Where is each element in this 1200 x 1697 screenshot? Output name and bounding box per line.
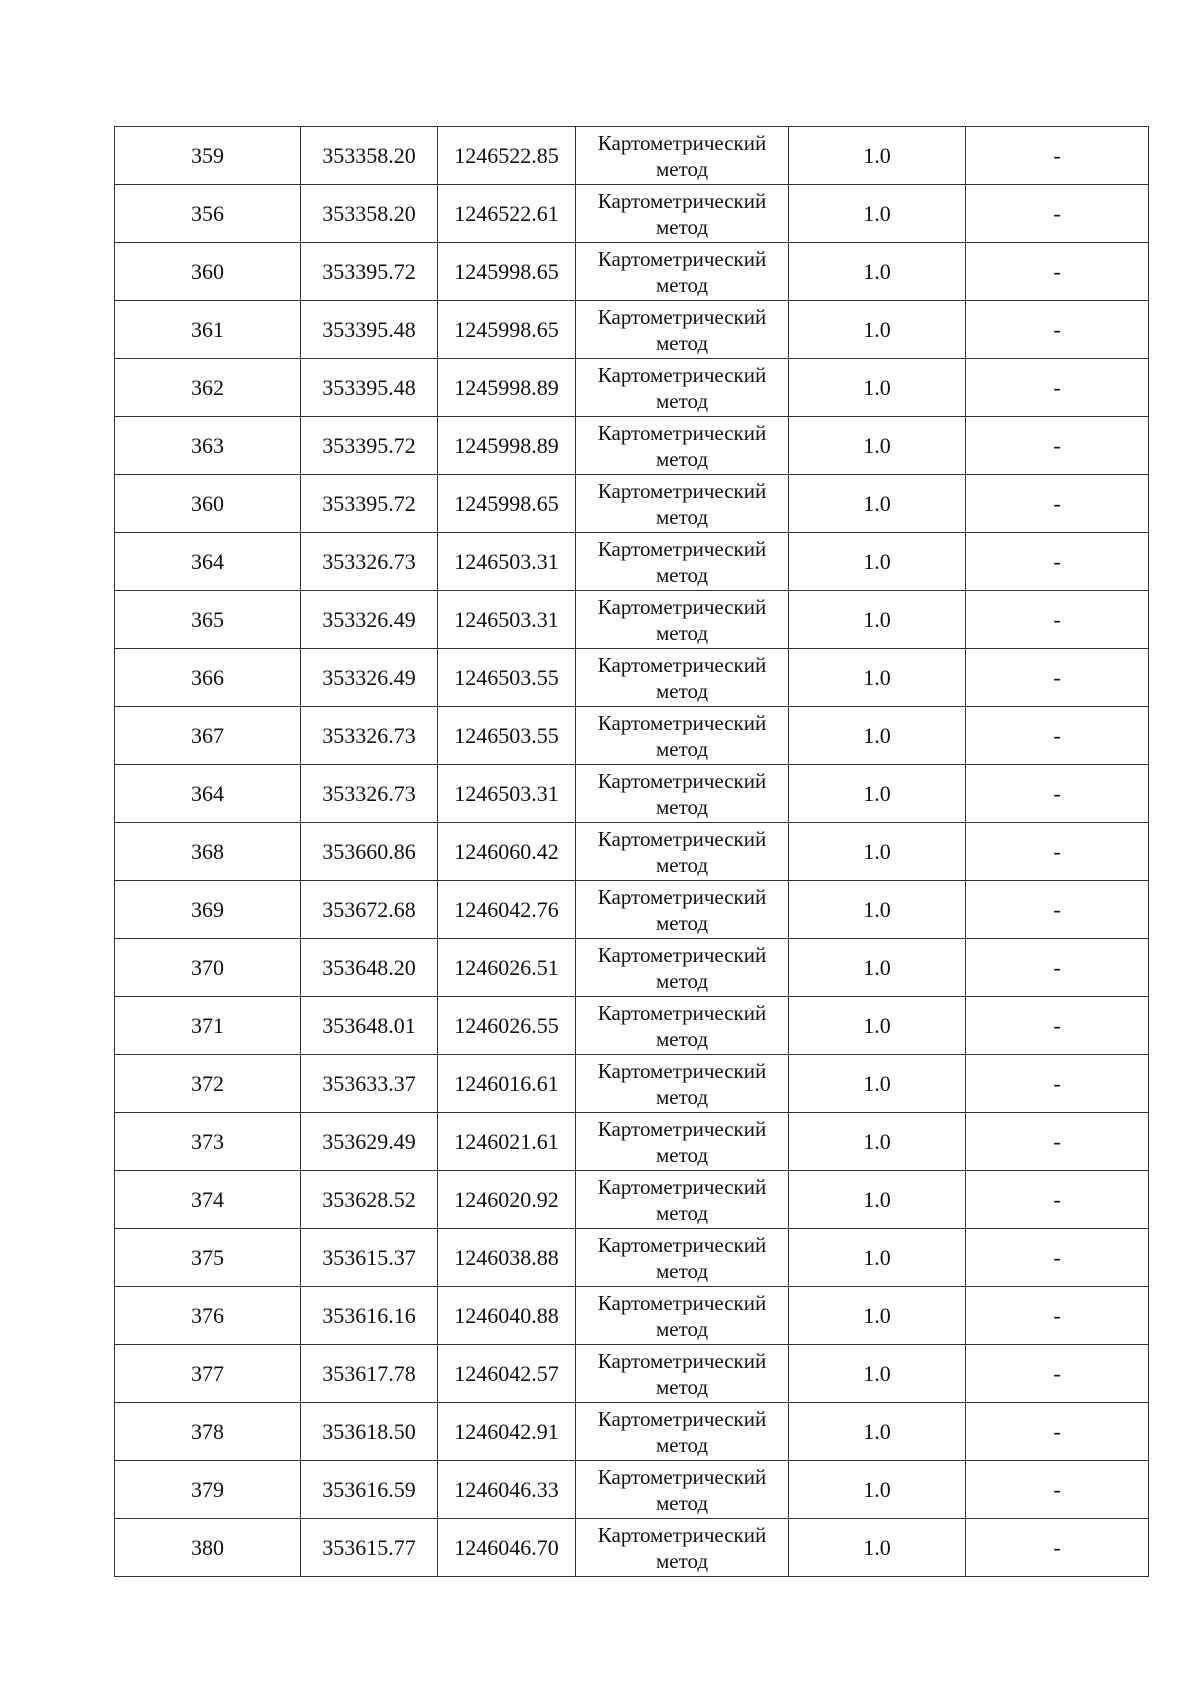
- method-text: метод: [655, 446, 709, 471]
- table-row: [115, 243, 1149, 301]
- note-cell: -: [966, 1171, 1149, 1229]
- method-cell: [576, 881, 789, 939]
- table-row: [115, 301, 1149, 359]
- coordinate-y-cell: 1246016.61: [438, 1055, 576, 1113]
- coordinate-y-cell: 1246503.31: [438, 591, 576, 649]
- accuracy-cell: 1.0: [789, 823, 966, 881]
- table-row: [115, 127, 1149, 185]
- coordinate-x-cell: 353618.50: [301, 1403, 438, 1461]
- method-text: метод: [655, 678, 709, 703]
- method-text: Картометрический: [597, 1406, 767, 1431]
- accuracy-cell: 1.0: [789, 1287, 966, 1345]
- method-text: метод: [655, 504, 709, 529]
- method-text: метод: [655, 1316, 709, 1341]
- accuracy-cell: 1.0: [789, 649, 966, 707]
- coordinate-y-cell: 1246503.31: [438, 765, 576, 823]
- accuracy-cell: 1.0: [789, 881, 966, 939]
- accuracy-cell: 1.0: [789, 591, 966, 649]
- coordinate-x-cell: 353358.20: [301, 127, 438, 185]
- method-text: метод: [655, 620, 709, 645]
- method-cell: [576, 417, 789, 475]
- method-cell: [576, 1461, 789, 1519]
- coordinate-y-cell: 1246042.57: [438, 1345, 576, 1403]
- note-cell: -: [966, 823, 1149, 881]
- coordinate-x-cell: 353616.59: [301, 1461, 438, 1519]
- note-cell: -: [966, 997, 1149, 1055]
- coordinate-x-cell: 353358.20: [301, 185, 438, 243]
- point-number-cell: 366: [115, 649, 301, 707]
- note-cell: -: [966, 1461, 1149, 1519]
- point-number-cell: 364: [115, 765, 301, 823]
- table-row: [115, 533, 1149, 591]
- coordinate-x-cell: 353326.49: [301, 649, 438, 707]
- accuracy-cell: 1.0: [789, 1055, 966, 1113]
- method-text: Картометрический: [597, 362, 767, 387]
- method-text: Картометрический: [597, 768, 767, 793]
- coordinate-x-cell: 353633.37: [301, 1055, 438, 1113]
- note-cell: -: [966, 127, 1149, 185]
- accuracy-cell: 1.0: [789, 301, 966, 359]
- table-row: [115, 765, 1149, 823]
- point-number-cell: 377: [115, 1345, 301, 1403]
- point-number-cell: 369: [115, 881, 301, 939]
- coordinate-y-cell: 1246503.55: [438, 649, 576, 707]
- method-cell: [576, 939, 789, 997]
- method-text: Картометрический: [597, 1232, 767, 1257]
- coordinate-x-cell: 353395.72: [301, 417, 438, 475]
- coordinate-y-cell: 1245998.65: [438, 301, 576, 359]
- note-cell: -: [966, 185, 1149, 243]
- accuracy-cell: 1.0: [789, 185, 966, 243]
- method-text: метод: [655, 562, 709, 587]
- method-cell: [576, 185, 789, 243]
- accuracy-cell: 1.0: [789, 1113, 966, 1171]
- method-text: метод: [655, 1084, 709, 1109]
- coordinate-x-cell: 353616.16: [301, 1287, 438, 1345]
- coordinate-y-cell: 1246522.61: [438, 185, 576, 243]
- accuracy-cell: 1.0: [789, 533, 966, 591]
- method-text: Картометрический: [597, 1290, 767, 1315]
- coordinate-x-cell: 353395.48: [301, 301, 438, 359]
- accuracy-cell: 1.0: [789, 1345, 966, 1403]
- table-row: [115, 1287, 1149, 1345]
- method-text: Картометрический: [597, 1116, 767, 1141]
- point-number-cell: 380: [115, 1519, 301, 1577]
- note-cell: -: [966, 707, 1149, 765]
- coordinate-x-cell: 353628.52: [301, 1171, 438, 1229]
- method-text: метод: [655, 1026, 709, 1051]
- method-text: Картометрический: [597, 1174, 767, 1199]
- method-text: Картометрический: [597, 942, 767, 967]
- point-number-cell: 360: [115, 475, 301, 533]
- accuracy-cell: 1.0: [789, 765, 966, 823]
- method-text: метод: [655, 156, 709, 181]
- method-text: Картометрический: [597, 1522, 767, 1547]
- coordinate-y-cell: 1246026.55: [438, 997, 576, 1055]
- point-number-cell: 370: [115, 939, 301, 997]
- table-row: [115, 591, 1149, 649]
- method-cell: [576, 243, 789, 301]
- method-cell: [576, 475, 789, 533]
- method-text: метод: [655, 1200, 709, 1225]
- method-text: метод: [655, 330, 709, 355]
- coordinate-y-cell: 1246046.70: [438, 1519, 576, 1577]
- note-cell: -: [966, 1229, 1149, 1287]
- table-row: [115, 417, 1149, 475]
- method-cell: [576, 1287, 789, 1345]
- coordinate-y-cell: 1245998.65: [438, 243, 576, 301]
- coordinates-table-body: [115, 127, 1149, 1577]
- coordinate-x-cell: 353395.48: [301, 359, 438, 417]
- point-number-cell: 374: [115, 1171, 301, 1229]
- point-number-cell: 379: [115, 1461, 301, 1519]
- table-row: [115, 1519, 1149, 1577]
- note-cell: -: [966, 765, 1149, 823]
- coordinate-y-cell: 1246026.51: [438, 939, 576, 997]
- coordinate-y-cell: 1246042.76: [438, 881, 576, 939]
- table-row: [115, 1403, 1149, 1461]
- method-text: метод: [655, 910, 709, 935]
- point-number-cell: 372: [115, 1055, 301, 1113]
- note-cell: -: [966, 1345, 1149, 1403]
- method-text: метод: [655, 272, 709, 297]
- method-cell: [576, 1345, 789, 1403]
- method-text: Картометрический: [597, 536, 767, 561]
- table-row: [115, 185, 1149, 243]
- table-row: [115, 707, 1149, 765]
- coordinate-y-cell: 1246020.92: [438, 1171, 576, 1229]
- method-cell: [576, 1519, 789, 1577]
- coordinate-y-cell: 1246040.88: [438, 1287, 576, 1345]
- coordinate-y-cell: 1246503.55: [438, 707, 576, 765]
- table-row: [115, 1171, 1149, 1229]
- point-number-cell: 373: [115, 1113, 301, 1171]
- accuracy-cell: 1.0: [789, 359, 966, 417]
- table-row: [115, 359, 1149, 417]
- coordinate-y-cell: 1246042.91: [438, 1403, 576, 1461]
- accuracy-cell: 1.0: [789, 243, 966, 301]
- point-number-cell: 376: [115, 1287, 301, 1345]
- note-cell: -: [966, 1287, 1149, 1345]
- table-row: [115, 1113, 1149, 1171]
- method-cell: [576, 301, 789, 359]
- point-number-cell: 368: [115, 823, 301, 881]
- coordinate-y-cell: 1245998.89: [438, 359, 576, 417]
- coordinate-x-cell: 353629.49: [301, 1113, 438, 1171]
- method-text: метод: [655, 1258, 709, 1283]
- coordinate-y-cell: 1246522.85: [438, 127, 576, 185]
- note-cell: -: [966, 475, 1149, 533]
- coordinate-x-cell: 353648.20: [301, 939, 438, 997]
- accuracy-cell: 1.0: [789, 1229, 966, 1287]
- method-cell: [576, 823, 789, 881]
- method-cell: [576, 997, 789, 1055]
- table-row: [115, 1055, 1149, 1113]
- method-cell: [576, 1403, 789, 1461]
- table-row: [115, 823, 1149, 881]
- method-text: Картометрический: [597, 1464, 767, 1489]
- method-text: Картометрический: [597, 478, 767, 503]
- point-number-cell: 367: [115, 707, 301, 765]
- accuracy-cell: 1.0: [789, 417, 966, 475]
- accuracy-cell: 1.0: [789, 997, 966, 1055]
- method-cell: [576, 127, 789, 185]
- coordinate-y-cell: 1246021.61: [438, 1113, 576, 1171]
- note-cell: -: [966, 1055, 1149, 1113]
- note-cell: -: [966, 417, 1149, 475]
- method-text: Картометрический: [597, 420, 767, 445]
- method-text: метод: [655, 852, 709, 877]
- point-number-cell: 362: [115, 359, 301, 417]
- note-cell: -: [966, 243, 1149, 301]
- method-text: метод: [655, 1142, 709, 1167]
- table-row: [115, 475, 1149, 533]
- coordinate-x-cell: 353326.49: [301, 591, 438, 649]
- accuracy-cell: 1.0: [789, 1403, 966, 1461]
- method-text: Картометрический: [597, 1000, 767, 1025]
- note-cell: -: [966, 533, 1149, 591]
- table-row: [115, 997, 1149, 1055]
- method-text: Картометрический: [597, 652, 767, 677]
- coordinate-y-cell: 1246060.42: [438, 823, 576, 881]
- note-cell: -: [966, 1113, 1149, 1171]
- method-text: метод: [655, 388, 709, 413]
- method-cell: [576, 1229, 789, 1287]
- coordinate-x-cell: 353326.73: [301, 765, 438, 823]
- coordinate-x-cell: 353672.68: [301, 881, 438, 939]
- method-text: метод: [655, 1374, 709, 1399]
- note-cell: -: [966, 1403, 1149, 1461]
- point-number-cell: 363: [115, 417, 301, 475]
- coordinate-x-cell: 353326.73: [301, 533, 438, 591]
- point-number-cell: 356: [115, 185, 301, 243]
- note-cell: -: [966, 649, 1149, 707]
- method-cell: [576, 1113, 789, 1171]
- accuracy-cell: 1.0: [789, 939, 966, 997]
- coordinate-y-cell: 1245998.65: [438, 475, 576, 533]
- point-number-cell: 364: [115, 533, 301, 591]
- table-row: [115, 1461, 1149, 1519]
- method-text: метод: [655, 1490, 709, 1515]
- coordinate-x-cell: 353395.72: [301, 243, 438, 301]
- accuracy-cell: 1.0: [789, 1461, 966, 1519]
- coordinate-x-cell: 353326.73: [301, 707, 438, 765]
- method-text: Картометрический: [597, 710, 767, 735]
- method-text: метод: [655, 794, 709, 819]
- coordinate-y-cell: 1246046.33: [438, 1461, 576, 1519]
- coordinate-x-cell: 353615.37: [301, 1229, 438, 1287]
- point-number-cell: 365: [115, 591, 301, 649]
- coordinate-x-cell: 353617.78: [301, 1345, 438, 1403]
- method-text: Картометрический: [597, 188, 767, 213]
- method-cell: [576, 1171, 789, 1229]
- note-cell: -: [966, 301, 1149, 359]
- note-cell: -: [966, 939, 1149, 997]
- table-row: [115, 1229, 1149, 1287]
- method-text: метод: [655, 1548, 709, 1573]
- coordinate-y-cell: 1246038.88: [438, 1229, 576, 1287]
- coordinate-y-cell: 1245998.89: [438, 417, 576, 475]
- coordinate-x-cell: 353648.01: [301, 997, 438, 1055]
- method-text: Картометрический: [597, 1348, 767, 1373]
- point-number-cell: 359: [115, 127, 301, 185]
- coordinate-x-cell: 353395.72: [301, 475, 438, 533]
- point-number-cell: 375: [115, 1229, 301, 1287]
- method-cell: [576, 359, 789, 417]
- accuracy-cell: 1.0: [789, 475, 966, 533]
- method-text: Картометрический: [597, 884, 767, 909]
- note-cell: -: [966, 591, 1149, 649]
- accuracy-cell: 1.0: [789, 127, 966, 185]
- method-text: Картометрический: [597, 1058, 767, 1083]
- accuracy-cell: 1.0: [789, 707, 966, 765]
- table-row: [115, 881, 1149, 939]
- note-cell: -: [966, 1519, 1149, 1577]
- method-text: метод: [655, 1432, 709, 1457]
- table-row: [115, 649, 1149, 707]
- method-cell: [576, 707, 789, 765]
- method-text: Картометрический: [597, 826, 767, 851]
- method-text: метод: [655, 736, 709, 761]
- method-cell: [576, 1055, 789, 1113]
- method-cell: [576, 649, 789, 707]
- method-text: Картометрический: [597, 594, 767, 619]
- accuracy-cell: 1.0: [789, 1171, 966, 1229]
- method-cell: [576, 765, 789, 823]
- method-text: метод: [655, 968, 709, 993]
- coordinate-x-cell: 353660.86: [301, 823, 438, 881]
- coordinate-x-cell: 353615.77: [301, 1519, 438, 1577]
- method-text: Картометрический: [597, 130, 767, 155]
- method-text: метод: [655, 214, 709, 239]
- note-cell: -: [966, 881, 1149, 939]
- point-number-cell: 371: [115, 997, 301, 1055]
- point-number-cell: 360: [115, 243, 301, 301]
- method-cell: [576, 591, 789, 649]
- point-number-cell: 361: [115, 301, 301, 359]
- point-number-cell: 378: [115, 1403, 301, 1461]
- accuracy-cell: 1.0: [789, 1519, 966, 1577]
- method-cell: [576, 533, 789, 591]
- note-cell: -: [966, 359, 1149, 417]
- coordinates-table: [114, 126, 1149, 1577]
- table-row: [115, 1345, 1149, 1403]
- coordinate-y-cell: 1246503.31: [438, 533, 576, 591]
- method-text: Картометрический: [597, 246, 767, 271]
- table-row: [115, 939, 1149, 997]
- method-text: Картометрический: [597, 304, 767, 329]
